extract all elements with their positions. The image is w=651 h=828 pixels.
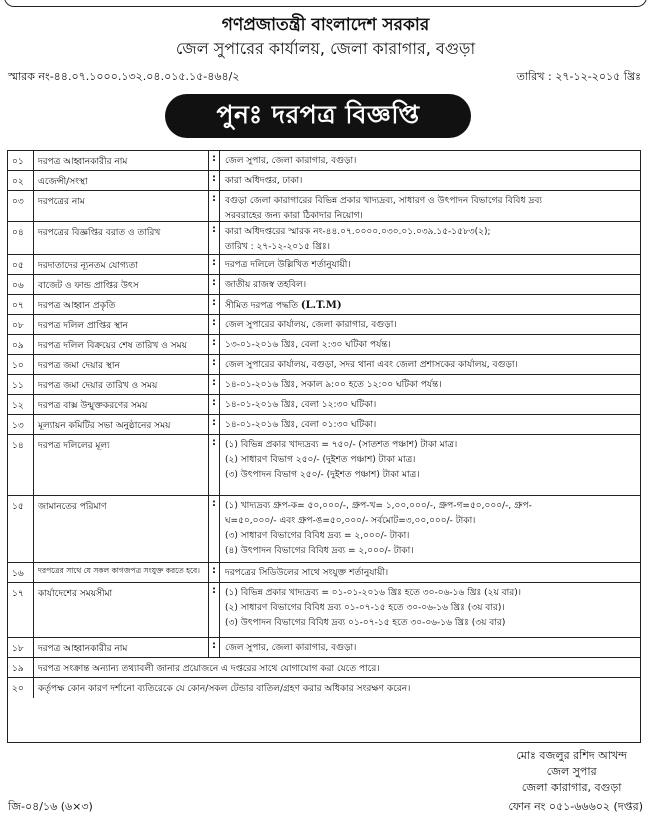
row-separator: : — [209, 151, 220, 170]
value-line: ঘ=৫০,০০০/- এবং গ্রুপ-ঙ=৫০,০০০/- সর্বমোট=৩,০০,০০০/- টাকা। — [225, 516, 476, 526]
table-row — [8, 583, 640, 638]
row-number: ০৬ — [8, 275, 34, 294]
memo-row — [8, 68, 641, 86]
value-line: (১) বিভিন্ন প্রকার খাদ্যদ্রব্য = ০১-০১-২০১৬ খ্রিঃ হতে ৩০-০৬-১৬ খ্রিঃ (২য় বার)। — [225, 588, 521, 598]
row-value — [220, 583, 640, 637]
row-number: ২০ — [8, 678, 34, 698]
row-label: দরপত্রের সাথে যে সকল কাগজপত্র সংযুক্ত করতে হবে। — [34, 563, 209, 582]
notice-banner: পুনঃ দরপত্র বিজ্ঞপ্তি — [165, 94, 471, 138]
row-value — [220, 496, 640, 562]
row-label: দরপত্র আহ্বানকারীর নাম — [34, 151, 209, 170]
value-line: (৩) সাধারণ বিভাগের বিবিধ দ্রব্য = ২,০০০/- টাকা। — [225, 531, 410, 541]
row-separator: : — [209, 315, 220, 334]
top-border — [4, 0, 647, 7]
row-separator: : — [209, 496, 220, 562]
table-row — [8, 375, 640, 395]
row-number: ০২ — [8, 171, 34, 190]
value-line: দরপত্রের সিডিউলের সাথে সংযুক্ত শর্তানুযায়ী। — [225, 568, 389, 578]
row-separator: : — [209, 435, 220, 495]
row-label: জামানতের পরিমাণ — [34, 496, 209, 562]
value-line: (১) খাদ্যদ্রব্য গ্রুপ-ক= ৫০,০০০/-, গ্রুপ-খ= ১,০০,০০০/-, গ্রুপ-গ=৫০,০০০/-, গ্রুপ- — [225, 501, 532, 511]
table-row — [8, 171, 640, 191]
row-value — [220, 638, 640, 657]
row-label: কার্যাদেশের সময়সীমা — [34, 583, 209, 637]
signatory-name: মোঃ বজলুর রশিদ আখন্দ — [516, 749, 627, 762]
table-row — [8, 435, 640, 496]
value-line: ১৪-০১-২০১৬ খ্রিঃ, বেলা ১২:৩০ ঘটিকা। — [225, 400, 377, 410]
row-separator: : — [209, 191, 220, 221]
table-row — [8, 496, 640, 563]
row-full-text: দরপত্র সংক্রান্ত অন্যান্য তথ্যাবলী জানার প্রয়োজনে এ দপ্তরের সাথে যোগাযোগ করা যেতে পারে। — [38, 664, 380, 674]
value-line: তারিখ : ২৭-১২-২০১৫ খ্রিঃ। — [225, 242, 330, 252]
phone-number: ফোন নং ০৫১-৬৬৬০২ (দপ্তর) — [508, 800, 643, 813]
table-row — [8, 563, 640, 583]
notice-header — [0, 14, 651, 60]
row-separator: : — [209, 171, 220, 190]
table-row — [8, 335, 640, 355]
row-separator: : — [209, 222, 220, 254]
row-value — [220, 151, 640, 170]
row-number: ০১ — [8, 151, 34, 170]
row-separator: : — [209, 335, 220, 354]
table-row — [8, 222, 640, 255]
value-line: জেল সুপার, জেলা কারাগার, বগুড়া। — [225, 156, 357, 166]
footer-code: জি-০৪/১৬ (৬×৩) — [8, 800, 93, 813]
row-number: ০৯ — [8, 335, 34, 354]
row-number: ১৩ — [8, 415, 34, 434]
row-number: ১৮ — [8, 638, 34, 657]
government-title: গণপ্রজাতন্ত্রী বাংলাদেশ সরকার — [221, 15, 430, 35]
value-line: ১৪-০১-২০১৬ খ্রিঃ, বেলা ০১:৩০ ঘটিকা। — [225, 420, 377, 430]
row-value — [220, 335, 640, 354]
row-number: ১১ — [8, 375, 34, 394]
value-line: (১) বিভিন্ন প্রকার খাদ্যদ্রব্য = ৭৫০/- (সাতশত পঞ্চাশ) টাকা মাত্র। — [225, 440, 458, 450]
tender-table — [7, 150, 641, 743]
value-line: কারা অধিদপ্তরের স্মারক নং-৪৪.০৭.০০০০.০৩০.০১.০৩৯.১৫-১৫৮৩(২); — [225, 227, 491, 237]
row-value — [220, 255, 640, 274]
value-line: ১৪-০১-২০১৬ খ্রিঃ, সকাল ৯:০০ হতে ১২:০০ ঘটিকা পর্যন্ত। — [225, 380, 442, 390]
row-separator: : — [209, 415, 220, 434]
row-label: দরপত্র বাক্স উন্মুক্তকরণের সময় — [34, 395, 209, 414]
value-line: দরপত্র দলিলে উল্লিখিত শর্তানুযায়ী। — [225, 260, 351, 270]
table-row — [8, 658, 640, 678]
row-label: দরপত্র দলিল বিক্রয়ের শেষ তারিখ ও সময় — [34, 335, 209, 354]
row-value — [220, 275, 640, 294]
row-number: ০৫ — [8, 255, 34, 274]
row-label: দরপত্র দলিলের মূল্য — [34, 435, 209, 495]
value-line: কারা অধিদপ্তর, ঢাকা। — [225, 176, 303, 186]
row-separator: : — [209, 355, 220, 374]
row-number: ১৭ — [8, 583, 34, 637]
row-number: ০৭ — [8, 295, 34, 314]
row-label: দরপত্র দলিল প্রাপ্তির স্থান — [34, 315, 209, 334]
row-label: দরপত্রের বিজ্ঞপ্তির বরাত ও তারিখ — [34, 222, 209, 254]
memo-number: স্মারক নং-৪৪.০৭.১০০০.১৩২.০৪.০১৫.১৫-৪৬৪/২ — [8, 70, 240, 83]
row-separator: : — [209, 295, 220, 314]
value-line: সরবরাহের জন্য কারা ঠিকাদার নিয়োগ। — [225, 211, 363, 221]
row-number: ০৩ — [8, 191, 34, 221]
row-label: মূল্যায়ন কমিটির সভা অনুষ্ঠানের সময় — [34, 415, 209, 434]
row-label: দরপত্রের নাম — [34, 191, 209, 221]
row-separator: : — [209, 255, 220, 274]
row-label: দরপত্র আহ্বানকারীর নাম — [34, 638, 209, 657]
row-label: দরদাতাদের ন্যূনতম যোগ্যতা — [34, 255, 209, 274]
value-line: জেল সুপারের কার্যালয়, জেলা কারাগার, বগুড়া। — [225, 320, 397, 330]
row-value — [220, 295, 640, 314]
ltm-code: (L.T.M) — [300, 300, 342, 311]
value-line: (৪) উৎপাদন বিভাগের বিবিধ দ্রব্য = ২,০০০/- টাকা। — [225, 546, 414, 556]
table-row — [8, 191, 640, 222]
row-value — [220, 395, 640, 414]
signature-block — [516, 748, 627, 796]
row-number: ০৮ — [8, 315, 34, 334]
row-label: দরপত্র জমা দেয়ার তারিখ ও সময় — [34, 375, 209, 394]
value-line: জাতীয় রাজস্ব তহবিল। — [225, 280, 307, 290]
row-number: ১৫ — [8, 496, 34, 562]
row-value — [220, 355, 640, 374]
row-value — [220, 191, 640, 221]
row-number: ১৯ — [8, 658, 34, 677]
table-row — [8, 255, 640, 275]
table-row — [8, 275, 640, 295]
row-number: ১৪ — [8, 435, 34, 495]
value-line: (৩) উৎপাদন বিভাগ ২৫০/- (দুইশত পঞ্চাশ) টাকা মাত্র। — [225, 470, 420, 480]
value-line: (৩) উৎপাদন বিভাগের বিবিধ দ্রব্য ০১-০৭-১৫ হতে ৩০-০৬-১৬ খ্রিঃ (৩য় বার) — [225, 618, 506, 628]
row-full-text: কর্তৃপক্ষ কোন কারণ দর্শানো ব্যতিরেকে যে কোন/সকল টেন্ডার বাতিল/গ্রহণ করার অধিকার সংরক্ষণ করেন। — [38, 684, 411, 694]
value-line: জেল সুপারের কার্যালয়, বগুড়া, সদর থানা এবং জেলা প্রশাসকের কার্যালয়, বগুড়া। — [225, 360, 518, 370]
value-line: সীমিত দরপত্র পদ্ধতি — [225, 301, 299, 311]
row-number: ১৬ — [8, 563, 34, 582]
row-separator: : — [209, 583, 220, 637]
table-row — [8, 678, 640, 698]
row-value — [220, 222, 640, 254]
row-label: এজেন্সী/সংস্থা — [34, 171, 209, 190]
row-separator: : — [209, 375, 220, 394]
row-label: দরপত্র জমা দেয়ার স্থান — [34, 355, 209, 374]
row-separator: : — [209, 638, 220, 657]
table-row — [8, 315, 640, 335]
row-value — [220, 563, 640, 582]
row-separator: : — [209, 563, 220, 582]
row-separator: : — [209, 275, 220, 294]
value-line: জেল সুপার, জেলা কারাগার, বগুড়া। — [225, 643, 357, 653]
row-value — [220, 315, 640, 334]
table-row — [8, 638, 640, 658]
row-separator: : — [209, 395, 220, 414]
row-value — [220, 171, 640, 190]
table-row — [8, 395, 640, 415]
table-row — [8, 415, 640, 435]
table-row — [8, 355, 640, 375]
table-row — [8, 295, 640, 315]
row-label: বাজেট ও ফান্ড প্রাপ্তির উৎস — [34, 275, 209, 294]
row-value — [220, 415, 640, 434]
notice-date: তারিখ : ২৭-১২-২০১৫ খ্রিঃ — [516, 70, 641, 83]
table-row — [8, 151, 640, 171]
row-number: ১২ — [8, 395, 34, 414]
row-value — [220, 435, 640, 495]
value-line: (২) সাধারণ বিভাগের বিবিধ দ্রব্য ০১-০৭-১৫ হতে ৩০-০৬-১৬ খ্রিঃ (৩য় বার)। — [225, 603, 505, 613]
row-number: ০৪ — [8, 222, 34, 254]
signatory-office: জেলা কারাগার, বগুড়া — [521, 781, 622, 794]
row-number: ১০ — [8, 355, 34, 374]
office-title: জেল সুপারের কার্যালয়, জেলা কারাগার, বগুড়া — [175, 39, 476, 58]
value-line: (২) সাধারণ বিভাগ ২৫০/- (দুইশত পঞ্চাশ) টাকা মাত্র। — [225, 455, 416, 465]
value-line: ১৩-০১-২০১৬ খ্রিঃ, বেলা ২:৩০ ঘটিকা পর্যন্ত। — [225, 340, 391, 350]
row-label: দরপত্র আহ্বান প্রকৃতি — [34, 295, 209, 314]
row-value — [220, 375, 640, 394]
value-line: বগুড়া জেলা কারাগারের বিভিন্ন প্রকার খাদ্যদ্রব্য, সাধারণ ও উৎপাদন বিভাগের বিবিধ দ্রব্য — [225, 196, 542, 206]
signatory-title: জেল সুপার — [546, 765, 597, 778]
